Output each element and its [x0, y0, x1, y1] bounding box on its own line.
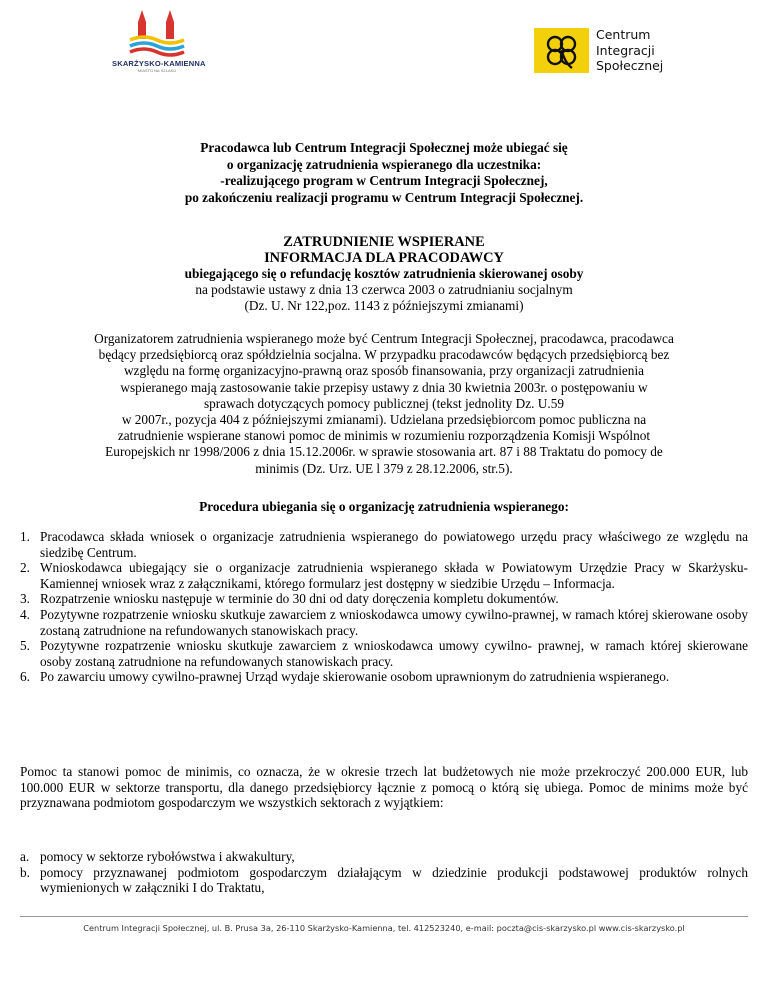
step-text: Pozytywne rozpatrzenie wniosku skutkuje zawarciem z wnioskodawca umowy cywilno-prawnej, w ramach której skierowane osoby zostaną zatrudnione na refundowanych stanowiskach pracy. — [40, 606, 748, 638]
step-text: Pracodawca składa wniosek o organizacje zatrudnienia wspieranego do powiatowego urzędu pracy właściwego ze względu na siedzibę Centrum. — [40, 529, 748, 560]
document-subtitle: INFORMACJA DLA PRACODAWCY — [264, 250, 504, 266]
city-motto: MIASTO NA SZLAKU — [137, 68, 177, 73]
procedure-steps — [20, 529, 748, 685]
exception-letter: a. — [20, 849, 30, 864]
legal-basis: na podstawie ustawy z dnia 13 czerwca 2003 o zatrudnianiu socjalnym — [195, 282, 573, 297]
paragraph-line: będący przedsiębiorcą oraz spółdzielnia socjalna. W przypadku pracodawców będących przedsiębiorcą bez — [98, 347, 670, 363]
paragraph-line: wspieranego mają zastosowanie takie przepisy ustawy z dnia 30 kwietnia 2003r. o postępowaniu w — [120, 379, 648, 395]
procedure-step — [20, 638, 748, 669]
document-heading — [0, 234, 768, 314]
paragraph-line: zatrudnienie wspierane stanowi pomoc de minimis w rozumieniu rozporządzenia Komisji Wspólnot — [117, 428, 651, 444]
organizer-paragraph — [22, 331, 746, 477]
step-number: 4. — [20, 606, 30, 622]
cis-logo — [534, 24, 694, 76]
procedure-step — [20, 607, 748, 638]
cis-name-line1: Centrum — [596, 27, 651, 42]
paragraph-line: sprawach dotyczących pomocy publicznej (tekst jednolity Dz. U.59 — [203, 395, 564, 411]
exception-item — [20, 865, 748, 896]
step-number: 5. — [20, 638, 30, 654]
cis-name — [596, 27, 663, 74]
exception-text: pomocy przyznawanej podmiotom gospodarczym działającym w dziedzinie produkcji podstawowej produktów rolnych wymienionych w załączniki I do Traktatu, — [40, 864, 748, 896]
city-logo — [112, 8, 206, 80]
step-text: Po zawarciu umowy cywilno-prawnej Urząd wydaje skierowanie osobom uprawnionym do zatrudnienia wspieranego. — [40, 669, 670, 685]
step-number: 6. — [20, 669, 30, 685]
step-number: 1. — [20, 529, 30, 544]
exception-item — [20, 849, 748, 865]
cis-clover-icon — [534, 28, 589, 73]
paragraph-line: w 2007r., pozycja 404 z późniejszymi zmianami). Udzielana przedsiębiorcom pomoc publiczna na — [121, 412, 647, 428]
step-text: Rozpatrzenie wniosku następuje w terminie do 30 dni od daty doręczenia kompletu dokumentów. — [40, 591, 559, 607]
paragraph-line: Europejskich nr 1998/2006 z dnia 15.12.2006r. w sprawie stosowania art. 87 i 88 Traktatu do pomocy de — [105, 444, 663, 460]
city-towers-icon — [126, 8, 188, 58]
exception-letter: b. — [20, 864, 30, 880]
document-title: ZATRUDNIENIE WSPIERANE — [283, 234, 485, 250]
paragraph-line: minimis (Dz. Urz. UE l 379 z 28.12.2006, str.5). — [255, 460, 513, 476]
paragraph-line: Organizatorem zatrudnienia wspieranego może być Centrum Integracji Społecznej, pracodawca, pracodawca — [94, 331, 674, 346]
document-target: ubiegającego się o refundację kosztów zatrudnienia skierowanej osoby — [184, 266, 584, 281]
exception-text: pomocy w sektorze rybołówstwa i akwakultury, — [40, 849, 295, 864]
intro-line: po zakończeniu realizacji programu w Centrum Integracji Społecznej. — [184, 190, 584, 206]
intro-line: Pracodawca lub Centrum Integracji Społecznej może ubiegać się — [200, 140, 568, 155]
intro-block — [0, 140, 768, 207]
step-number: 2. — [20, 560, 30, 576]
procedure-step — [20, 529, 748, 560]
intro-line: o organizację zatrudnienia wspieranego dla uczestnika: — [226, 156, 542, 172]
cis-name-line3: Społecznej — [596, 58, 664, 73]
procedure-step — [20, 591, 748, 607]
city-name: SKARŻYSKO-KAMIENNA — [112, 59, 206, 68]
de-minimis-paragraph: Pomoc ta stanowi pomoc de minimis, co oznacza, że w okresie trzech lat budżetowych nie może przekroczyć 200.000 EUR, lub 100.000 EUR w sektorze transportu, dla danego przedsiębiorcy łącznie z pomocą o którą się ubiega. Pomoc de minims może być przyznawana podmiotom gospodarczym we wszystkich sektorach z wyjątkiem: — [20, 764, 748, 811]
procedure-step — [20, 560, 748, 591]
cis-name-line2: Integracji — [596, 42, 655, 58]
page-footer: Centrum Integracji Społecznej, ul. B. Prusa 3a, 26-110 Skarżysko-Kamienna, tel. 412523240, e-mail: poczta@cis-skarzysko.pl www.cis-skarzysko.pl — [83, 923, 685, 933]
legal-reference: (Dz. U. Nr 122,poz. 1143 z późniejszymi zmianami) — [244, 298, 524, 313]
footer-divider — [20, 916, 748, 917]
step-number: 3. — [20, 591, 30, 607]
paragraph-line: względu na formę organizacyjno-prawną oraz sposób finansowania, przy organizacji zatrudnienia — [123, 363, 645, 379]
procedure-step — [20, 669, 748, 685]
step-text: Wnioskodawca ubiegający sie o organizacje zatrudnienia wspieranego składa w Powiatowym Urzędzie Pracy w Skarżysku- Kamiennej wniosek wraz z załącznikami, którego formularz jest dostępny w siedzibie Urzędu – Informacja. — [40, 560, 748, 591]
intro-line: -realizującego program w Centrum Integracji Społecznej, — [220, 173, 548, 189]
step-text: Pozytywne rozpatrzenie wniosku skutkuje zawarciem z wnioskodawca umowy cywilno- prawnej, w ramach której skierowane osoby zostaną zatrudnione na refundowanych stanowiskach pracy. — [40, 638, 748, 669]
exceptions-list — [20, 849, 748, 896]
procedure-title: Procedura ubiegania się o organizację zatrudnienia wspieranego: — [199, 499, 569, 514]
